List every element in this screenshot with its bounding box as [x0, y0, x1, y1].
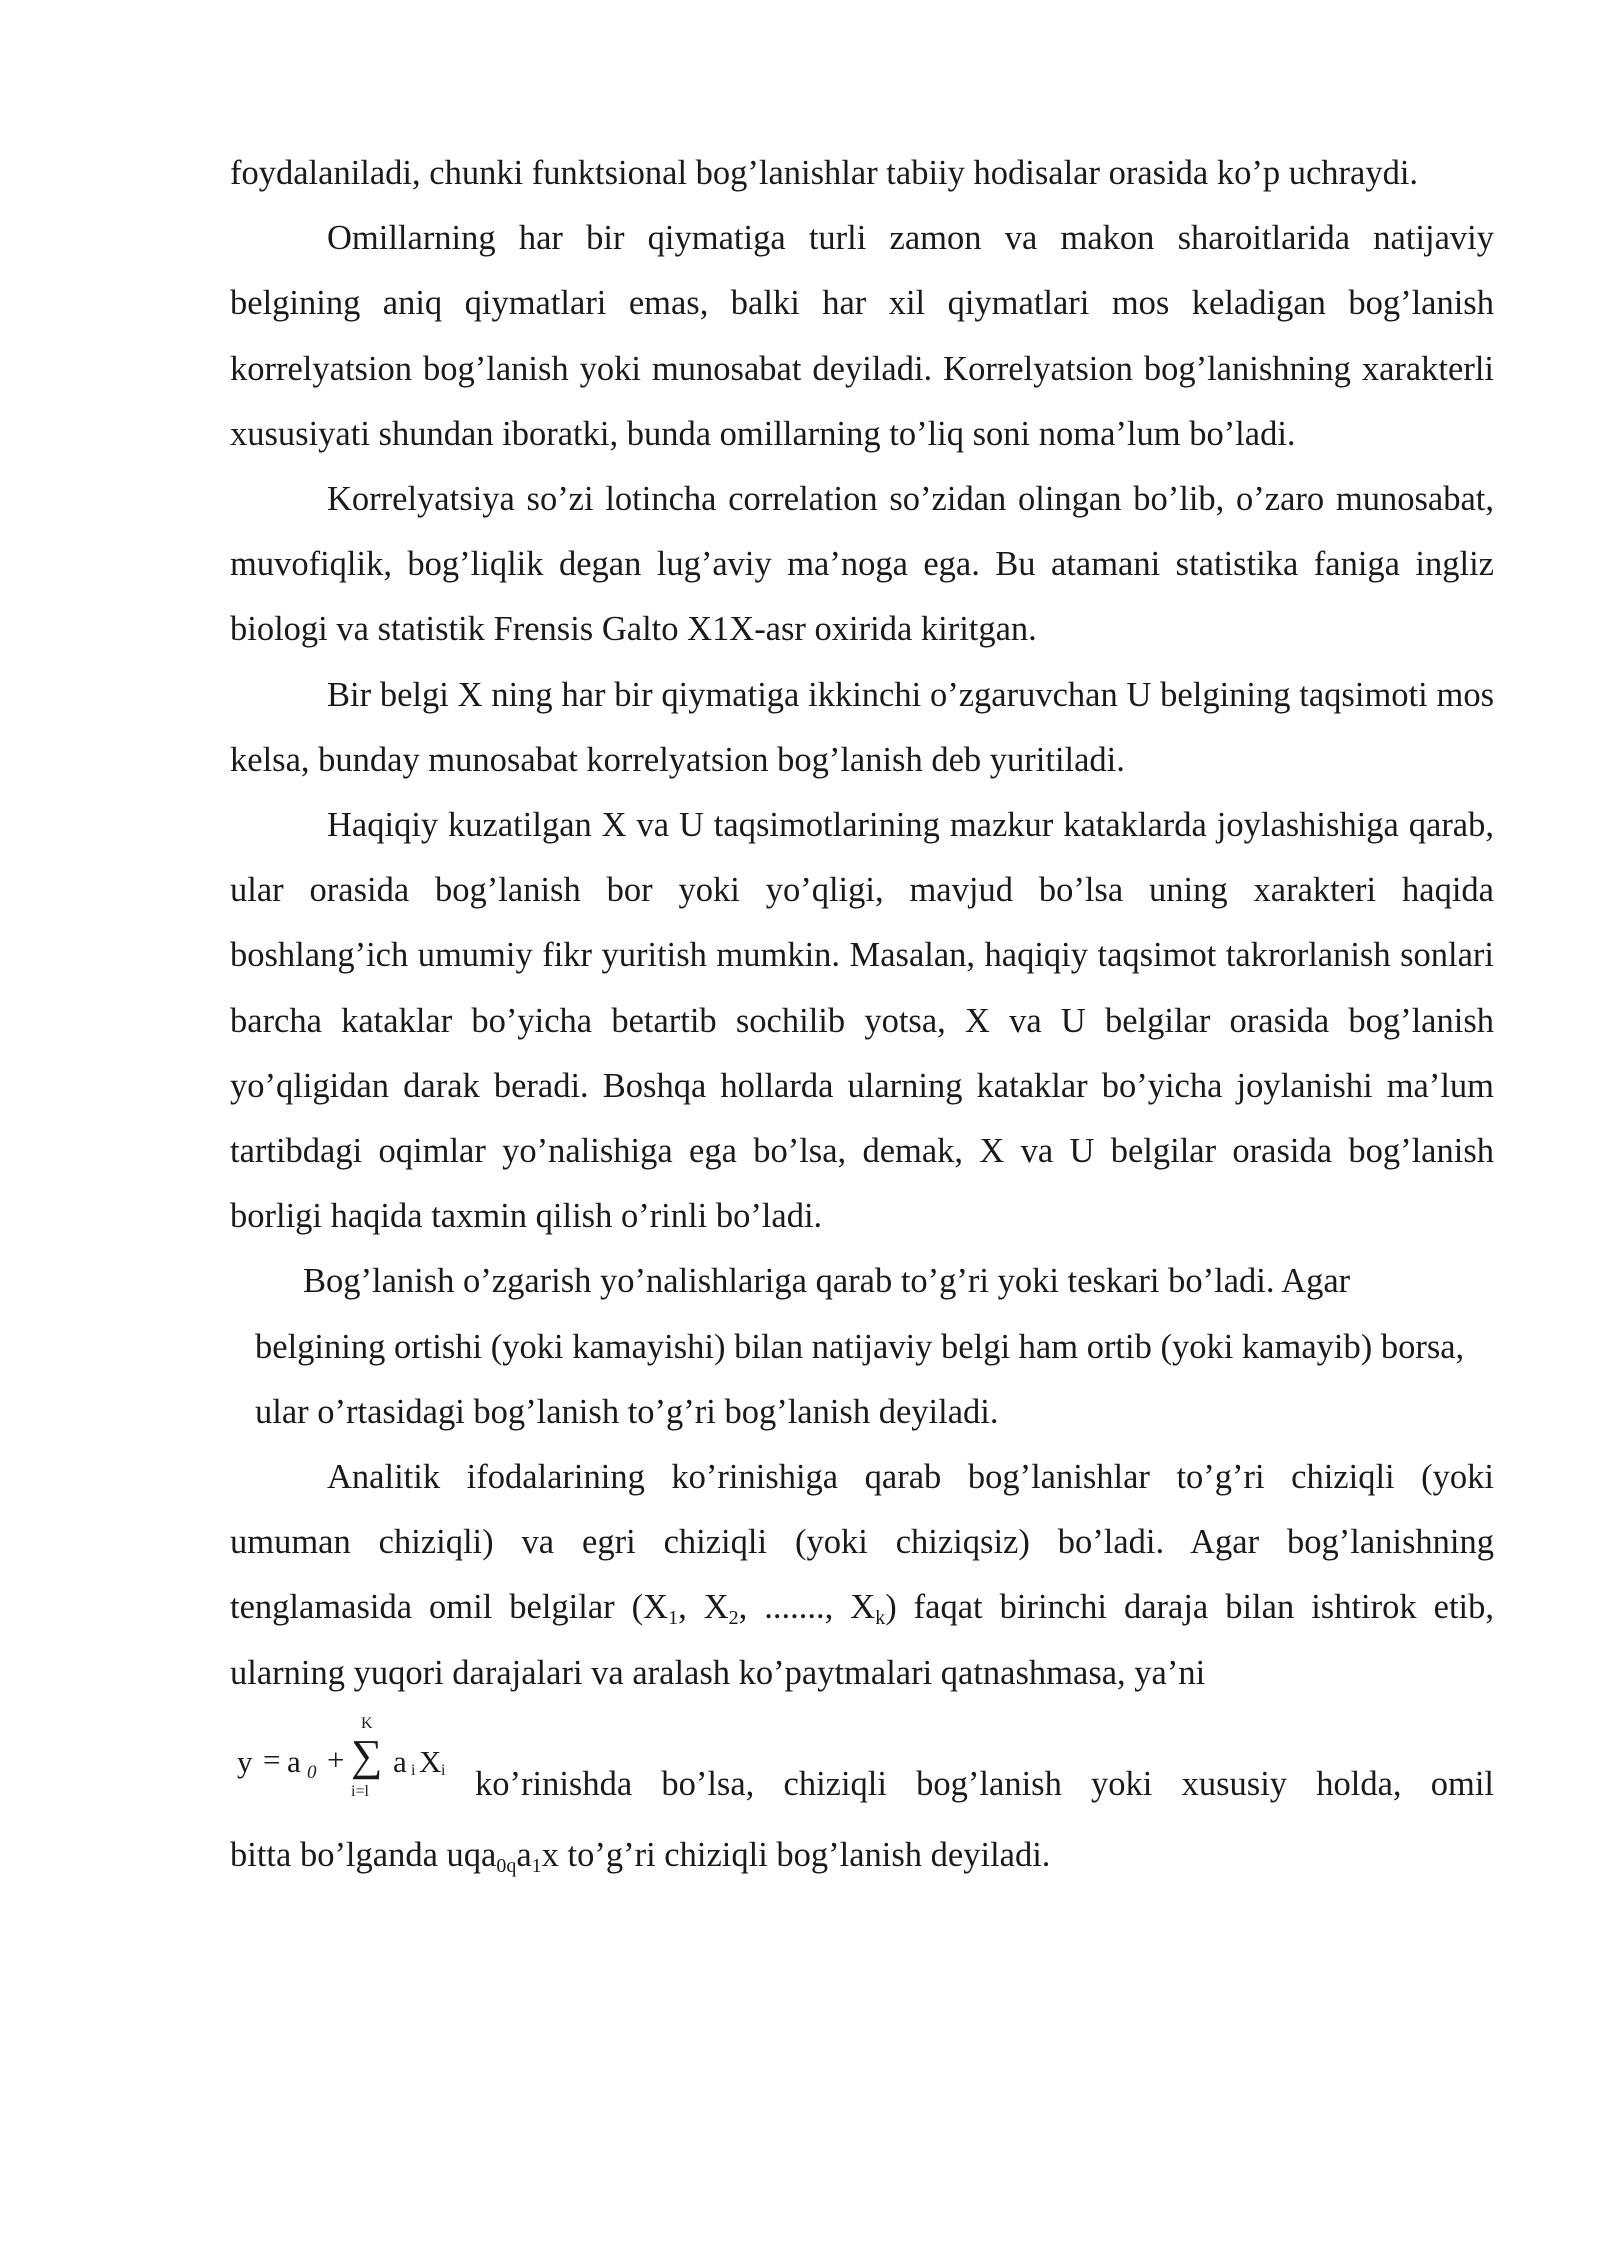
sum-sign-icon: ∑: [351, 1730, 383, 1780]
body-text: [230, 141, 1494, 1888]
formula-following-text: ko’rinishda bo’lsa, chiziqli bog’lanish yoki xususiy holda, omil: [475, 1764, 1494, 1803]
p7-text-d: ) faqat birinchi daraja bilan ishtirok etib, ularning yuqori darajalari va aralash ko’paytmalari qatnashmasa, ya’ni: [230, 1588, 1494, 1692]
paragraph-3: Korrelyatsiya so’zi lotincha correlation so’zidan olingan bo’lib, o’zaro munosabat, muvofiqlik, bog’liqlik degan lug’aviy ma’noga ega. Bu atamani statistika faniga ingliz biologi va statistik Frensis Galto X1X-asr oxirida kiritgan.: [230, 480, 1494, 649]
formula-a0: a: [287, 1743, 301, 1779]
paragraph-5: Haqiqiy kuzatilgan X va U taqsimotlarining mazkur kataklarda joylashishiga qarab, ular orasida bog’lanish bor yoki yo’qligi, mavjud bo’lsa uning xarakteri haqida boshlang’ich umumiy fikr yuritish mumkin. Masalan, haqiqiy taqsimot takrorlanish sonlari barcha kataklar bo’yicha betartib sochilib yotsa, X va U belgilar orasida bog’lanish yo’qligidan darak beradi. Boshqa hollarda ularning kataklar bo’yicha joylanishi ma’lum tartibdagi oqimlar yo’nalishiga ega bo’lsa, demak, X va U belgilar orasida bog’lanish borligi haqida taxmin qilish o’rinli bo’ladi.: [230, 806, 1494, 1236]
formula-a0-subscript: 0: [307, 1761, 317, 1783]
p7-text-a: Analitik ifodalarining ko’rinishiga qarab bog’lanishlar to’g’ri chiziqli (yoki umuman chiziqli) va egri chiziqli (yoki chiziqsiz) bo’ladi. Agar bog’lanishning tenglamasida omil belgilar (X: [230, 1458, 1494, 1627]
formula-ai: a: [393, 1743, 407, 1779]
paragraph-7: [230, 1445, 1494, 1706]
sum-lower-limit: i=l: [351, 1782, 369, 1800]
p7-text-b: , X: [678, 1588, 729, 1627]
formula-xi-subscript: i: [441, 1761, 446, 1779]
regression-formula: [233, 1706, 463, 1823]
final-line: [230, 1823, 1494, 1888]
formula-y: y: [237, 1743, 253, 1779]
final-text-b: a: [516, 1835, 532, 1874]
paragraph-6: Bog’lanish o’zgarish yo’nalishlariga qarab to’g’ri yoki teskari bo’ladi. Agar belgining ortishi (yoki kamayishi) bilan natijaviy belgi ham ortib (yoki kamayib) borsa, ular o’rtasidagi bog’lanish to’g’ri bog’lanish deyiladi.: [255, 1262, 1465, 1431]
formula-ai-subscript: i: [411, 1761, 416, 1779]
formula-equals: =: [263, 1741, 281, 1777]
paragraph-2: Omillarning har bir qiymatiga turli zamon va makon sharoitlarida natijaviy belgining aniq qiymatlari emas, balki har xil qiymatlari mos keladigan bog’lanish korrelyatsion bog’lanish yoki munosabat deyiladi. Korrelyatsion bog’lanishning xarakterli xususiyati shundan iboratki, bunda omillarning to’liq soni noma’lum bo’ladi.: [230, 219, 1494, 453]
formula-plus: +: [327, 1741, 345, 1777]
paragraph-4: Bir belgi X ning har bir qiymatiga ikkinchi o’zgaruvchan U belgining taqsimoti mos kelsa, bunday munosabat korrelyatsion bog’lanish deb yuritiladi.: [230, 675, 1494, 779]
p7-sub-1: 1: [668, 1607, 679, 1630]
sum-upper-limit: K: [361, 1714, 373, 1732]
paragraph-1: foydalaniladi, chunki funktsional bog’lanishlar tabiiy hodisalar orasida ko’p uchraydi.: [230, 154, 1419, 192]
formula-line: [230, 1706, 1494, 1823]
formula-xi: X: [419, 1743, 442, 1779]
final-sub-0q: 0q: [496, 1854, 517, 1877]
final-text-a: bitta bo’lganda uqa: [230, 1835, 497, 1874]
final-text-c: x to’g’ri chiziqli bog’lanish deyiladi.: [541, 1835, 1051, 1874]
p7-sub-2: 2: [728, 1607, 739, 1630]
final-sub-1: 1: [531, 1854, 542, 1877]
p7-sub-k: k: [875, 1607, 886, 1630]
p7-text-c: , ......., X: [738, 1588, 876, 1627]
